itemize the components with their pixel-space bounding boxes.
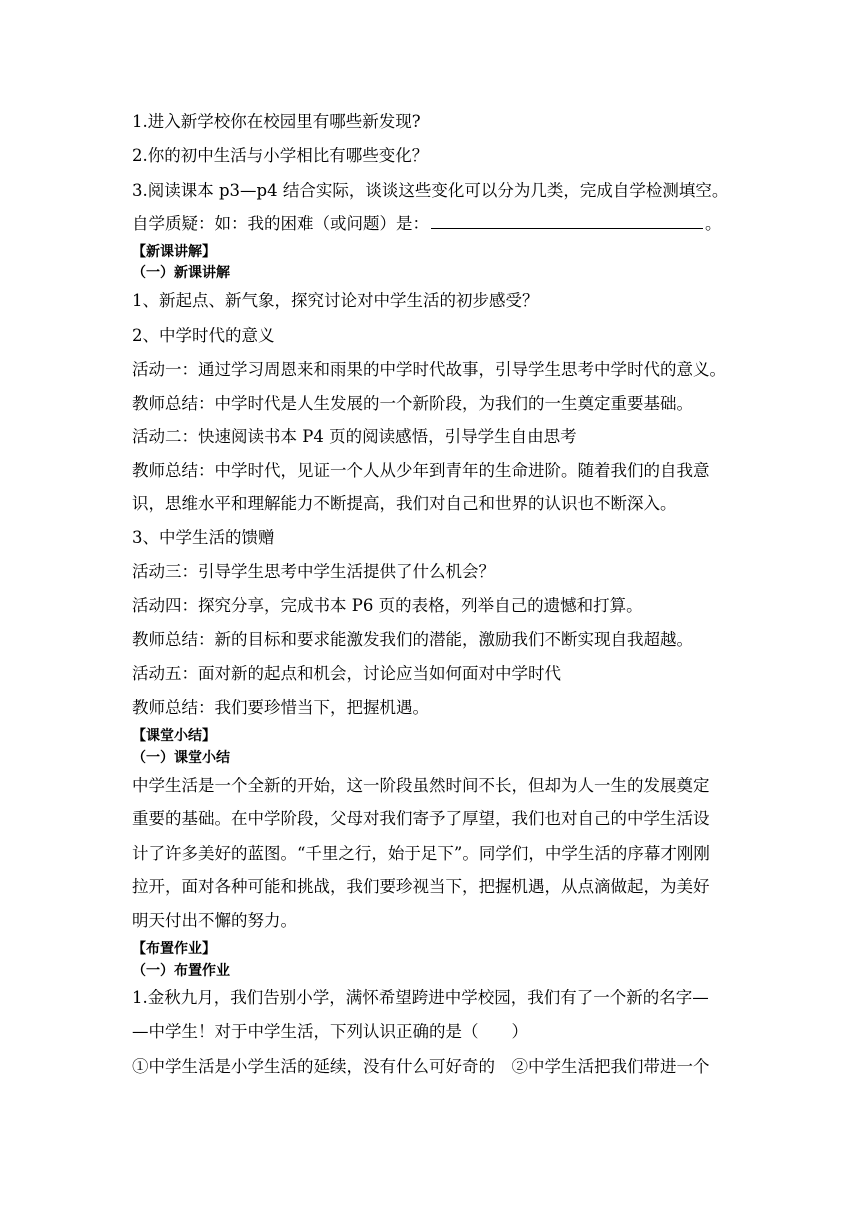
lesson-line: 教师总结：新的目标和要求能激发我们的潜能，激励我们不断实现自我超越。 (132, 630, 693, 649)
lesson-line: 活动四：探究分享，完成书本 P6 页的表格，列举自己的遗憾和打算。 (132, 596, 643, 615)
lesson-line: 1、新起点、新气象，探究讨论对中学生活的初步感受？ (132, 291, 539, 310)
section-heading-new-lesson: 【新课讲解】 (132, 244, 216, 260)
lesson-line: 教师总结：我们要珍惜当下，把握机遇。 (132, 698, 429, 717)
doubt-suffix: 。 (705, 214, 722, 233)
preview-question-3: 3.阅读课本 p3—p4 结合实际，谈谈这些变化可以分为几类，完成自学检测填空。 (132, 181, 729, 200)
lesson-line: 3、中学生活的馈赠 (132, 528, 275, 547)
lesson-line: 教师总结：中学时代是人生发展的一个新阶段，为我们的一生奠定重要基础。 (132, 394, 693, 413)
lesson-line: 2、中学时代的意义 (132, 326, 275, 345)
subheading-new-lesson: （一）新课讲解 (132, 265, 230, 281)
lesson-line: 活动三：引导学生思考中学生活提供了什么机会？ (132, 562, 495, 581)
preview-question-2: 2.你的初中生活与小学相比有哪些变化？ (132, 146, 429, 165)
doubt-prefix: 自学质疑：如：我的困难（或问题）是： (132, 214, 429, 233)
homework-line: ①中学生活是小学生活的延续，没有什么可好奇的 ②中学生活把我们带进一个 (132, 1057, 710, 1076)
summary-line: 拉开，面对各种可能和挑战，我们要珍视当下，把握机遇，从点滴做起，为美好 (132, 877, 710, 896)
subheading-summary: （一）课堂小结 (132, 750, 230, 766)
doubt-blank[interactable] (431, 212, 703, 229)
lesson-line: 教师总结：中学时代，见证一个人从少年到青年的生命进阶。随着我们的自我意 (132, 461, 710, 480)
section-heading-homework: 【布置作业】 (132, 941, 216, 957)
summary-line: 明天付出不懈的努力。 (132, 911, 297, 930)
self-study-doubt (132, 212, 742, 235)
lesson-line: 活动一：通过学习周恩来和雨果的中学时代故事，引导学生思考中学时代的意义。 (132, 360, 726, 379)
summary-line: 计了许多美好的蓝图。“千里之行，始于足下”。同学们，中学生活的序幕才刚刚 (132, 844, 710, 863)
subheading-homework: （一）布置作业 (132, 963, 230, 979)
summary-line: 中学生活是一个全新的开始，这一阶段虽然时间不长，但却为人一生的发展奠定 (132, 776, 710, 795)
preview-question-1: 1.进入新学校你在校园里有哪些新发现? (132, 112, 421, 131)
homework-line: 1.金秋九月，我们告别小学，满怀希望跨进中学校园，我们有了一个新的名字— (132, 988, 709, 1007)
homework-line: —中学生！对于中学生活，下列认识正确的是（ ） (132, 1022, 528, 1041)
section-heading-summary: 【课堂小结】 (132, 728, 216, 744)
lesson-line: 活动二：快速阅读书本 P4 页的阅读感悟，引导学生自由思考 (132, 427, 577, 446)
lesson-line: 活动五：面对新的起点和机会，讨论应当如何面对中学时代 (132, 664, 561, 683)
lesson-line: 识，思维水平和理解能力不断提高，我们对自己和世界的认识也不断深入。 (132, 494, 677, 513)
summary-line: 重要的基础。在中学阶段，父母对我们寄予了厚望，我们也对自己的中学生活设 (132, 809, 710, 828)
